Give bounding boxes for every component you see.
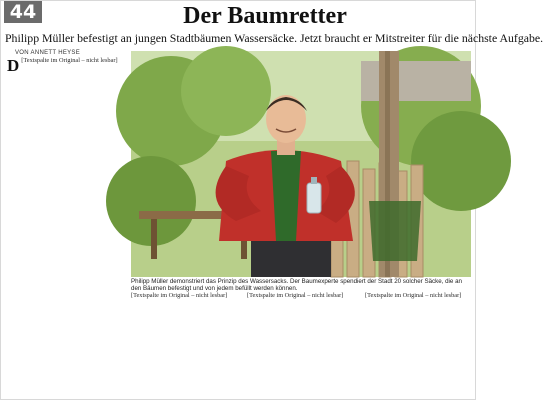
article-text: [Textspalte im Original – nicht lesbar] [131,292,228,299]
article-text: [Textspalte im Original – nicht lesbar] [247,292,344,299]
page-number: 44 [4,1,42,23]
article-column-4 [365,292,471,396]
article-photo [131,51,471,277]
article-column-2 [131,292,243,396]
photo-caption: Philipp Müller demonstriert das Prinzip des Wassersacks. Der Baumexperte spendiert der Stadt 20 solcher Säcke, die an den Bäumen befestigt und von jedem befüllt werden können. [131,278,462,293]
subhead: Philipp Müller befestigt an jungen Stadtbäumen Wassersäcke. Jetzt braucht er Mitstreiter für die nächste Aufgabe. [5,31,543,45]
article-text: [Textspalte im Original – nicht lesbar] [365,292,462,299]
article-column-1 [7,57,125,395]
drop-cap: D [7,56,20,75]
article-text: [Textspalte im Original – nicht lesbar] [21,57,118,64]
article-paragraph [7,56,125,75]
photo-illustration [131,51,471,277]
article-column-3 [247,292,361,396]
byline: VON ANNETT HEYSE [15,50,81,56]
headline: Der Baumretter [183,3,347,29]
